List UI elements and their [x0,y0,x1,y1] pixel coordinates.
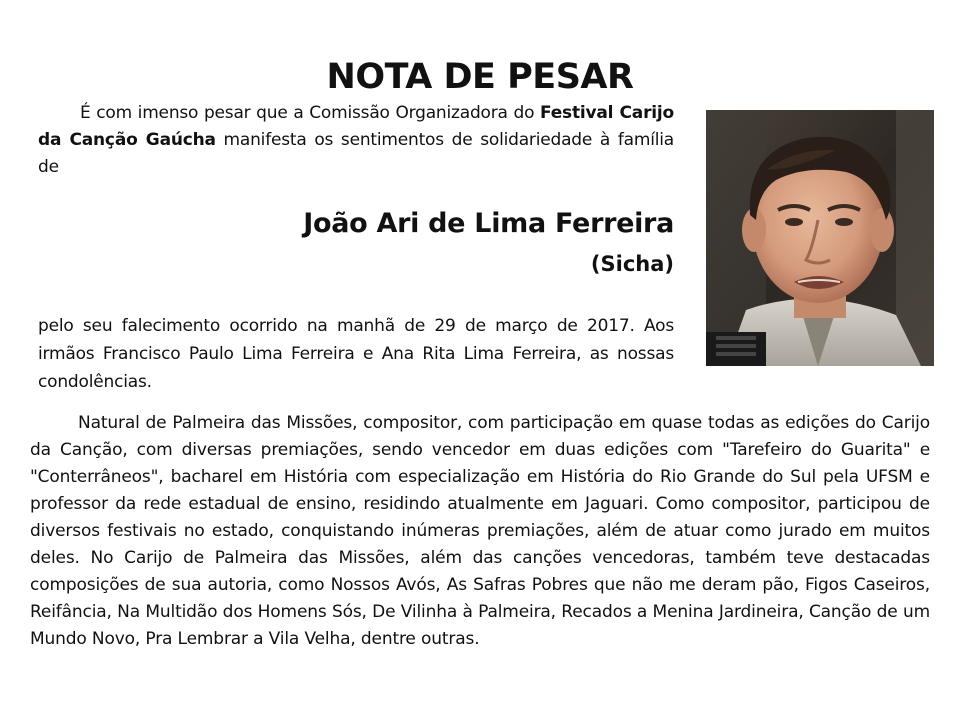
portrait-illustration [706,110,934,366]
intro-paragraph [38,100,674,181]
intro-text-start: É com imenso pesar que a Comissão Organizadora do [80,103,540,123]
death-paragraph: pelo seu falecimento ocorrido na manhã de 29 de março de 2017. Aos irmãos Francisco Paulo Lima Ferreira e Ana Rita Lima Ferreira, as nossas condolências. [38,316,674,392]
portrait-photo [706,110,934,366]
deceased-nickname: (Sicha) [590,252,674,276]
page-title: NOTA DE PESAR [326,57,634,98]
deceased-name: João Ari de Lima Ferreira [303,208,674,239]
biography-paragraph [30,410,930,653]
intro-text-end: manifesta os sentimentos de solidariedade à família de [38,130,674,177]
biography-text: Natural de Palmeira das Missões, compositor, com participação em quase todas as edições do Carijo da Canção, com diversas premiações, sendo vencedor em duas edições com "Tarefeiro do Guarita" e "Conterrâneos", bacharel em História com especialização em História do Rio Grande do Sul pela UFSM e professor da rede estadual de ensino, residindo atualmente em Jaguari. Como compositor, participou de diversos festivais no estado, conquistando inúmeras premiações, além de atuar como jurado em muitos deles. No Carijo de Palmeira das Missões, além das canções vencedoras, também teve destacadas composições de sua autoria, como Nossos Avós, As Safras Pobres que não me deram pão, Figos Caseiros, Reifância, Na Multidão dos Homens Sós, De Vilinha à Palmeira, Recados a Menina Jardineira, Canção de um Mundo Novo, Pra Lembrar a Vila Velha, dentre outras. [30,413,930,649]
festival-name: Festival Carijo da Canção Gaúcha [38,103,674,150]
